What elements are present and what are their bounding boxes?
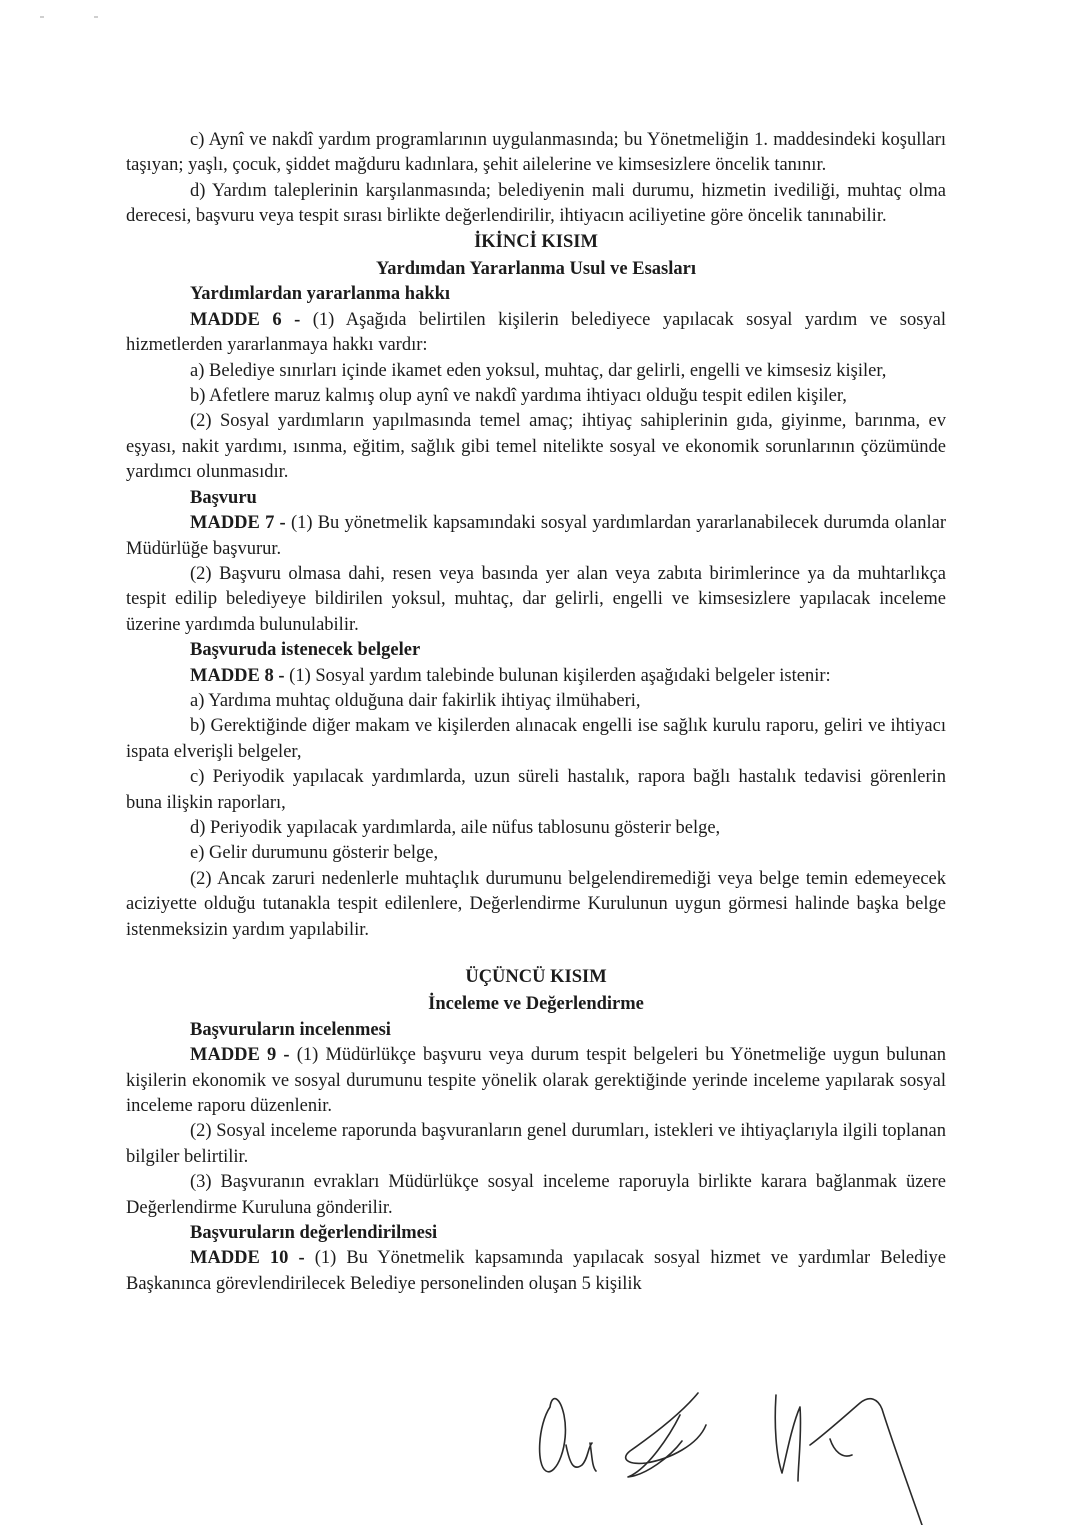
scan-mark xyxy=(40,16,44,18)
body-paragraph: e) Gelir durumunu gösterir belge, xyxy=(190,843,439,864)
body-paragraph: d) Periyodik yapılacak yardımlarda, aile nüfus tablosunu gösterir belge, xyxy=(190,817,721,838)
body-paragraph: c) Aynî ve nakdî yardım programlarının uygulanmasında; bu Yönetmeliğin 1. maddesindeki koşulları taşıyan; yaşlı, çocuk, şiddet mağduru kadınlara, şehit ailelerine ve kimsesizlere öncelik tanınır. xyxy=(126,130,946,176)
signature-3 xyxy=(775,1395,922,1525)
body-paragraph: (3) Başvuranın evrakları Müdürlükçe sosyal inceleme raporuyla birlikte karara bağlanmak üzere Değerlendirme Kuruluna gönderilir. xyxy=(126,1172,946,1218)
article-text: (1) Bu Yönetmelik kapsamında yapılacak sosyal hizmet ve yardımlar Belediye Başkanınca görevlendirilecek Belediye personelinden oluşan 5 kişilik xyxy=(126,1248,946,1294)
article-paragraph xyxy=(126,1043,946,1119)
article-label: MADDE 6 - xyxy=(190,309,301,330)
body-paragraph: (2) Sosyal yardımların yapılmasında temel amaç; ihtiyaç sahiplerinin gıda, giyinme, barınma, ev eşyası, nakit yardımı, ısınma, eğitim, sağlık gibi temel nitelikte sosyal ve ekonomik sorunlarının çözümünde yardımcı olunmasıdır. xyxy=(126,411,946,483)
article-text: (1) Müdürlükçe başvuru veya durum tespit belgeleri bu Yönetmeliğe uygun bulunan kişilerin ekonomik ve sosyal durumunu tespite yönelik olarak gerektiğinde yerinde inceleme yapılarak sosyal inceleme raporu düzenlenir. xyxy=(126,1045,947,1117)
article-text: (1) Sosyal yardım talebinde bulunan kişilerden aşağıdaki belgeler istenir: xyxy=(289,665,831,686)
article-paragraph xyxy=(126,1246,946,1297)
article-paragraph xyxy=(126,511,946,562)
article-label: MADDE 10 - xyxy=(190,1248,305,1269)
article-text: (1) Bu yönetmelik kapsamındaki sosyal yardımlardan yararlanabilecek durumda olanlar Müdürlüğe başvurur. xyxy=(126,513,946,559)
body-paragraph: c) Periyodik yapılacak yardımlarda, uzun süreli hastalık, rapora bağlı hastalık tedavisi görenlerin buna ilişkin raporları, xyxy=(126,767,946,813)
section-heading: Yardımlardan yararlanma hakkı xyxy=(190,284,451,305)
section-heading: Başvuruların incelenmesi xyxy=(190,1019,391,1040)
body-paragraph: (2) Sosyal inceleme raporunda başvuranların genel durumları, istekleri ve ihtiyaçlarıyla ilgili toplanan bilgiler belirtilir. xyxy=(126,1121,946,1167)
body-paragraph: (2) Başvuru olmasa dahi, resen veya basında yer alan veya zabıta birimlerince ya da muhtarlıkça tespit edilip belediyeye bildirilen yoksul, muhtaç, dar gelirli, engelli ve kimsesizlere yapılacak inceleme üzerine yardımda bulunulabilir. xyxy=(126,563,946,635)
section-heading: Başvuruda istenecek belgeler xyxy=(190,640,421,661)
article-paragraph xyxy=(126,308,946,359)
body-paragraph: b) Afetlere maruz kalmış olup aynî ve nakdî yardıma ihtiyacı olduğu tespit edilen kişiler, xyxy=(190,386,847,407)
part-heading: İKİNCİ KISIM xyxy=(474,231,598,252)
section-heading: Başvuru xyxy=(190,487,257,508)
body-paragraph: b) Gerektiğinde diğer makam ve kişilerden alınacak engelli ise sağlık kurulu raporu, geliri ve ihtiyacı ispata elverişli belgeler, xyxy=(126,716,946,762)
body-paragraph: a) Yardıma muhtaç olduğuna dair fakirlik ihtiyaç ilmühaberi, xyxy=(190,690,641,711)
body-paragraph: d) Yardım taleplerinin karşılanmasında; belediyenin mali durumu, hizmetin ivediliği, muhtaç olma derecesi, başvuru veya tespit sırası birlikte değerlendirilir, ihtiyacın aciliyetine göre öncelik tanınabilir. xyxy=(126,180,946,227)
article-label: MADDE 7 - xyxy=(190,513,286,534)
signature-1 xyxy=(540,1399,596,1472)
part-heading: ÜÇÜNCÜ KISIM xyxy=(465,967,607,987)
part-title: Yardımdan Yararlanma Usul ve Esasları xyxy=(375,259,696,280)
body-paragraph: (2) Ancak zaruri nedenlerle muhtaçlık durumunu belgelendiremediği veya belge temin edemeyecek aciziyette olduğu tutanakla tespit edilenlere, Değerlendirme Kurulunun uygun görmesi halinde başka belge istenmeksizin yardım yapılabilir. xyxy=(126,868,946,940)
article-paragraph xyxy=(126,664,946,689)
document-page xyxy=(126,128,946,1297)
signature-2 xyxy=(626,1393,706,1477)
section-heading: Başvuruların değerlendirilmesi xyxy=(190,1223,438,1244)
article-text: (1) Aşağıda belirtilen kişilerin belediyece yapılacak sosyal yardım ve sosyal hizmetlerden yararlanmaya hakkı vardır: xyxy=(126,309,946,356)
section-gap xyxy=(126,943,946,965)
article-label: MADDE 9 - xyxy=(190,1045,290,1066)
body-paragraph: a) Belediye sınırları içinde ikamet eden yoksul, muhtaç, dar gelirli, engelli ve kimsesiz kişiler, xyxy=(190,360,887,381)
signatures xyxy=(530,1385,930,1525)
article-label: MADDE 8 - xyxy=(190,665,285,686)
part-title: İnceleme ve Değerlendirme xyxy=(428,994,644,1015)
scan-mark xyxy=(94,16,98,18)
